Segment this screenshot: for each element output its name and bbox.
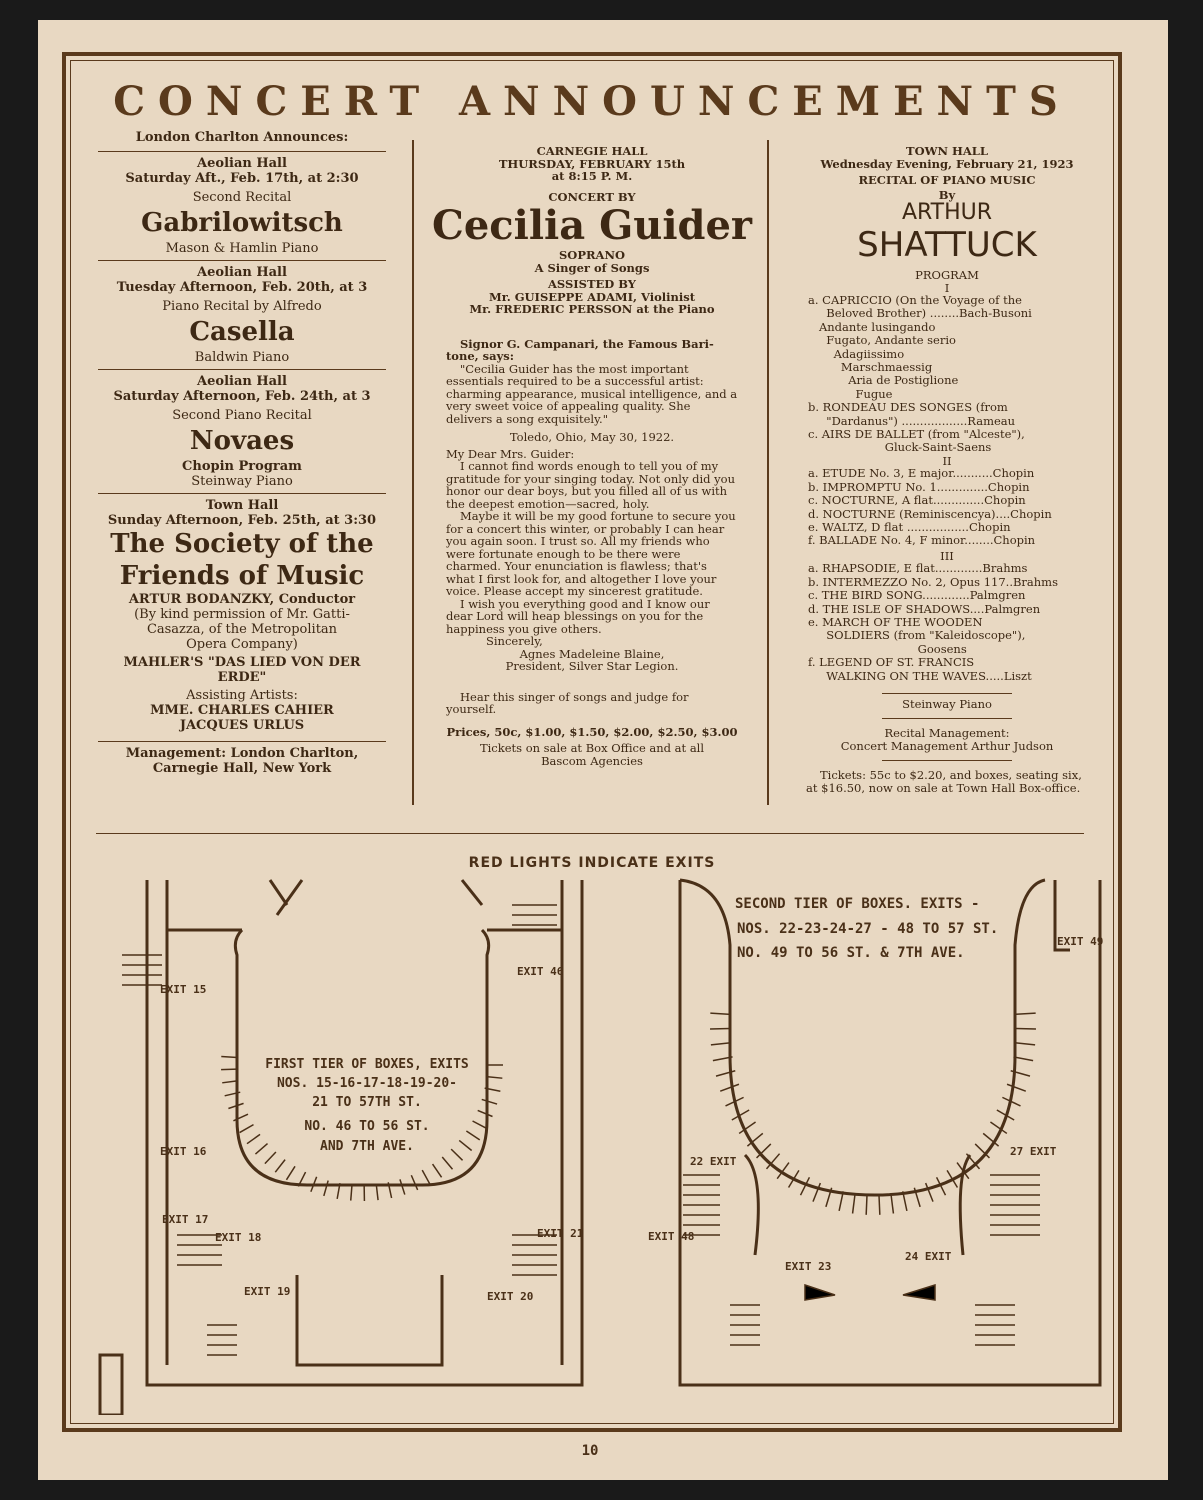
tier-caption: NOS. 15-16-17-18-19-20-: [276, 1076, 458, 1091]
box-seat-mark: [486, 1077, 502, 1079]
program-item: b. INTERMEZZO No. 2, Opus 117..Brahms: [808, 574, 1058, 589]
ticket-info: Tickets on sale at Box Office and at all: [479, 741, 705, 755]
box-seat-mark: [221, 1056, 237, 1057]
program-item: a. ETUDE No. 3, E major...........Chopin: [808, 466, 1035, 481]
artist-name: Casella: [189, 317, 295, 347]
artist-name: Cecilia Guider: [432, 202, 752, 249]
program-item: Fugue: [808, 386, 893, 401]
box-seat-mark: [879, 1195, 880, 1215]
program-item: c. AIRS DE BALLET (from "Alceste"),: [808, 427, 1025, 442]
exit-label: 22 EXIT: [690, 1155, 737, 1168]
piano-note: Steinway Piano: [902, 696, 992, 711]
tier-caption: NO. 46 TO 56 ST.: [304, 1119, 430, 1134]
exit-label: EXIT 46: [517, 965, 564, 978]
exit-label: EXIT 18: [215, 1231, 262, 1244]
assistant: Mr. GUISEPPE ADAMI, Violinist: [488, 289, 696, 304]
program-list: [802, 562, 1092, 683]
box-seat-mark: [926, 1183, 933, 1202]
by-label: By: [938, 187, 956, 202]
box-seat-mark: [1015, 1043, 1035, 1045]
section-divider: [96, 833, 1084, 834]
venue: Town Hall: [205, 498, 279, 513]
venue: TOWN HALL: [906, 144, 988, 158]
ticket-info: Bascom Agencies: [541, 753, 643, 768]
program-list: [802, 294, 1092, 455]
program-item: Adagiissimo: [808, 346, 905, 361]
recital-title: RECITAL OF PIANO MUSIC: [858, 173, 1036, 187]
assistant: Mr. FREDERIC PERSSON at the Piano: [469, 302, 715, 316]
artist-name: Novaes: [189, 426, 295, 456]
divider: [98, 369, 386, 370]
letter-paragraph: I cannot find words enough to tell you of my gratitude for your singing today. Not only did you honor our dear boys, but you filled all of us with the deepest emotion—sacred, holy.: [446, 459, 735, 511]
permission-note: (By kind permission of Mr. Gatti-: [134, 607, 350, 622]
program-section: III: [940, 548, 954, 563]
recital-type: Piano Recital by Alfredo: [162, 299, 322, 314]
artist-last-name: SHATTUCK: [857, 225, 1037, 265]
date: Saturday Afternoon, Feb. 24th, at 3: [113, 389, 371, 404]
box-seat-mark: [866, 1195, 867, 1215]
signer: Agnes Madeleine Blaine,: [519, 646, 665, 661]
venue: Aeolian Hall: [197, 265, 287, 280]
box-seat-mark: [411, 1175, 417, 1190]
work-title: ERDE": [217, 670, 267, 685]
venue: Aeolian Hall: [197, 374, 287, 389]
program-item: d. THE ISLE OF SHADOWS....Palmgren: [808, 601, 1041, 616]
venue: Aeolian Hall: [197, 156, 287, 171]
divider: [98, 741, 386, 742]
assisting-label: Assisting Artists:: [186, 688, 298, 703]
exit-label: EXIT 21: [537, 1227, 584, 1240]
date: Tuesday Afternoon, Feb. 20th, at 3: [116, 280, 368, 295]
exit-label: 24 EXIT: [905, 1250, 952, 1263]
program-item: Marschmaessig: [808, 360, 933, 375]
box-seat-mark: [265, 1152, 276, 1164]
assisting-artist: MME. CHARLES CAHIER: [150, 703, 334, 718]
management: Recital Management:: [884, 726, 1010, 741]
quote-text: "Cecilia Guider has the most important essentials required to be a successful artist: charming appearance, musical intelligence, and a very sweet voice of appealing quality. She delivers a song exquisitely.": [446, 361, 738, 426]
box-seat-mark: [720, 1084, 739, 1091]
recital-type: Second Piano Recital: [172, 408, 312, 423]
permission-note: Opera Company): [186, 637, 298, 652]
box-seat-mark: [482, 1099, 497, 1104]
program-item: c. THE BIRD SONG.............Palmgren: [808, 588, 1026, 603]
program-item: Goosens: [808, 641, 967, 656]
box-seat-mark: [324, 1181, 328, 1196]
exit-label: EXIT 23: [785, 1260, 832, 1273]
program-item: Fugato, Andante serio: [808, 333, 956, 348]
box-seat-mark: [451, 1149, 462, 1160]
box-seat-mark: [275, 1160, 285, 1173]
box-seat-mark: [422, 1170, 430, 1184]
box-seat-mark: [240, 1125, 254, 1133]
letter-paragraph: I wish you everything good and I know our dear Lord will heap blessings on you for the happiness you give others.: [446, 596, 710, 636]
voice-type: SOPRANO: [559, 248, 625, 262]
divider: [882, 718, 1012, 719]
box-seat-mark: [710, 1013, 730, 1014]
london-charlton-column: [92, 130, 392, 776]
society-name: Friends of Music: [119, 561, 365, 591]
exit-label: 27 EXIT: [1010, 1145, 1057, 1158]
divider: [882, 760, 1012, 761]
piano-note: Steinway Piano: [191, 474, 293, 489]
prices: Prices, 50c, $1.00, $1.50, $2.00, $2.50, $3.00: [446, 724, 738, 739]
tier-caption: SECOND TIER OF BOXES. EXITS -: [735, 896, 980, 912]
tier-caption: 21 TO 57TH ST.: [312, 1095, 422, 1110]
management: Carnegie Hall, New York: [152, 761, 332, 776]
program-item: f. LEGEND OF ST. FRANCIS: [808, 655, 975, 670]
divider: [98, 151, 386, 152]
assisted-by: ASSISTED BY: [548, 277, 636, 291]
salutation: My Dear Mrs. Guider:: [446, 446, 575, 461]
exit-label: EXIT 17: [162, 1213, 209, 1226]
conductor: ARTUR BODANZKY, Conductor: [128, 592, 356, 607]
tier-caption: NOS. 22-23-24-27 - 48 TO 57 ST.: [737, 921, 999, 937]
venue: CARNEGIE HALL: [536, 144, 648, 158]
box-seat-mark: [473, 1121, 487, 1128]
box-seat-mark: [400, 1179, 405, 1194]
box-seat-mark: [255, 1144, 267, 1154]
exits-banner: RED LIGHTS INDICATE EXITS: [468, 855, 716, 871]
box-seat-mark: [442, 1157, 452, 1169]
box-seat-mark: [711, 1043, 731, 1045]
program-list: [802, 467, 1092, 547]
date: Sunday Afternoon, Feb. 25th, at 3:30: [107, 513, 377, 528]
program-item: e. MARCH OF THE WOODEN: [808, 614, 983, 629]
signer-title: President, Silver Star Legion.: [505, 659, 679, 673]
program-item: b. RONDEAU DES SONGES (from: [808, 400, 1008, 415]
exit-label: EXIT 19: [244, 1285, 291, 1298]
permission-note: Casazza, of the Metropolitan: [146, 622, 338, 637]
letter-paragraph: Maybe it will be my good fortune to secure you for a concert this winter, or probably I can hear you again soon. I trust so. All my friends who were fortunate enough to be there were charmed. Your enunciation is flawless; that's what I first look for, and altogether I love your voice. Please accept my sincerest gratitude.: [446, 509, 736, 598]
recital-type: Second Recital: [192, 190, 292, 205]
program-item: f. BALLADE No. 4, F minor........Chopin: [808, 533, 1036, 548]
column-divider: [767, 140, 769, 805]
hear-note: Hear this singer of songs and judge for yourself.: [446, 689, 689, 716]
concert-by: CONCERT BY: [548, 189, 636, 204]
box-seat-mark: [466, 1131, 479, 1140]
management: Concert Management Arthur Judson: [840, 738, 1054, 753]
work-title: MAHLER'S "DAS LIED VON DER: [123, 655, 361, 670]
box-seat-mark: [716, 1071, 735, 1076]
exit-label: EXIT 16: [160, 1145, 207, 1158]
tier-caption: NO. 49 TO 56 ST. & 7TH AVE.: [737, 945, 965, 961]
date: THURSDAY, FEBRUARY 15th: [498, 156, 686, 171]
box-seat-mark: [433, 1164, 442, 1177]
piano-note: Baldwin Piano: [194, 350, 290, 365]
box-seat-mark: [286, 1166, 295, 1180]
program-item: Andante lusingando: [808, 319, 936, 334]
management: Management: London Charlton,: [125, 746, 359, 761]
divider: [98, 260, 386, 261]
town-hall-column: [802, 145, 1092, 794]
divider: [882, 693, 1012, 694]
program-section: I: [944, 280, 950, 295]
quote-heading: tone, says:: [446, 349, 514, 363]
page-number: 10: [581, 1443, 599, 1459]
program-item: e. WALTZ, D flat .................Chopin: [808, 520, 1011, 534]
box-seat-mark: [478, 1110, 493, 1116]
exit-label: EXIT 48: [648, 1230, 695, 1243]
box-seat-mark: [891, 1194, 894, 1214]
exit-label: EXIT 20: [487, 1290, 534, 1303]
first-tier-floor-plan: [92, 875, 600, 1415]
artist-first-name: ARTHUR: [901, 200, 993, 225]
intro-text: London Charlton Announces:: [135, 130, 349, 145]
tier-caption: AND 7TH AVE.: [320, 1139, 414, 1154]
program-item: c. NOCTURNE, A flat..............Chopin: [808, 493, 1026, 508]
exit-label: EXIT 49: [1057, 935, 1104, 948]
program-label: PROGRAM: [915, 268, 979, 282]
assisting-artist: JACQUES URLUS: [179, 718, 305, 733]
ticket-info: Tickets: 55c to $2.20, and boxes, seating six, at $16.50, now on sale at Town Hall Box-office.: [806, 768, 1082, 795]
artist-name: Gabrilowitsch: [141, 208, 343, 238]
box-seat-mark: [351, 1185, 352, 1201]
program-item: SOLDIERS (from "Kaleidoscope"),: [808, 628, 1026, 643]
box-seat-mark: [853, 1194, 856, 1214]
piano-note: Mason & Hamlin Piano: [165, 241, 319, 256]
box-seat-mark: [221, 1069, 237, 1070]
program-item: a. CAPRICCIO (On the Voyage of the: [808, 293, 1022, 307]
box-seat-mark: [1007, 1084, 1026, 1091]
box-seat-mark: [247, 1134, 260, 1143]
program-section: II: [942, 453, 952, 468]
page-title: CONCERT ANNOUNCEMENTS: [113, 78, 1071, 125]
program-item: "Dardanus") ..................Rameau: [808, 413, 1016, 428]
box-seat-mark: [459, 1140, 471, 1150]
program-item: Beloved Brother) ........Bach-Busoni: [808, 306, 1032, 321]
date: Wednesday Evening, February 21, 1923: [820, 156, 1074, 171]
program-item: d. NOCTURNE (Reminiscencya)....Chopin: [808, 506, 1052, 521]
column-divider: [412, 140, 414, 805]
program-note: Chopin Program: [182, 459, 302, 474]
program-item: WALKING ON THE WAVES.....Liszt: [808, 668, 1032, 683]
tagline: A Singer of Songs: [534, 260, 650, 275]
tier-caption: FIRST TIER OF BOXES, EXITS: [265, 1057, 469, 1072]
carnegie-hall-column: [432, 145, 752, 767]
program-item: Aria de Postiglione: [808, 373, 959, 388]
divider: [98, 493, 386, 494]
box-seat-mark: [1016, 1013, 1036, 1014]
program-item: a. RHAPSODIE, E flat.............Brahms: [808, 561, 1028, 576]
quote-heading: Signor G. Campanari, the Famous Bari-: [460, 336, 714, 351]
date: Saturday Aft., Feb. 17th, at 2:30: [125, 171, 359, 186]
box-seat-mark: [376, 1184, 378, 1200]
letter-place: Toledo, Ohio, May 30, 1922.: [509, 430, 675, 444]
second-tier-floor-plan: [645, 875, 1105, 1415]
exit-label: EXIT 15: [160, 983, 207, 996]
time: at 8:15 P. M.: [551, 169, 633, 183]
closing: Sincerely,: [486, 634, 543, 648]
program-item: b. IMPROMPTU No. 1..............Chopin: [808, 479, 1030, 494]
society-name: The Society of the: [110, 529, 374, 559]
program-item: Gluck-Saint-Saens: [808, 440, 992, 455]
